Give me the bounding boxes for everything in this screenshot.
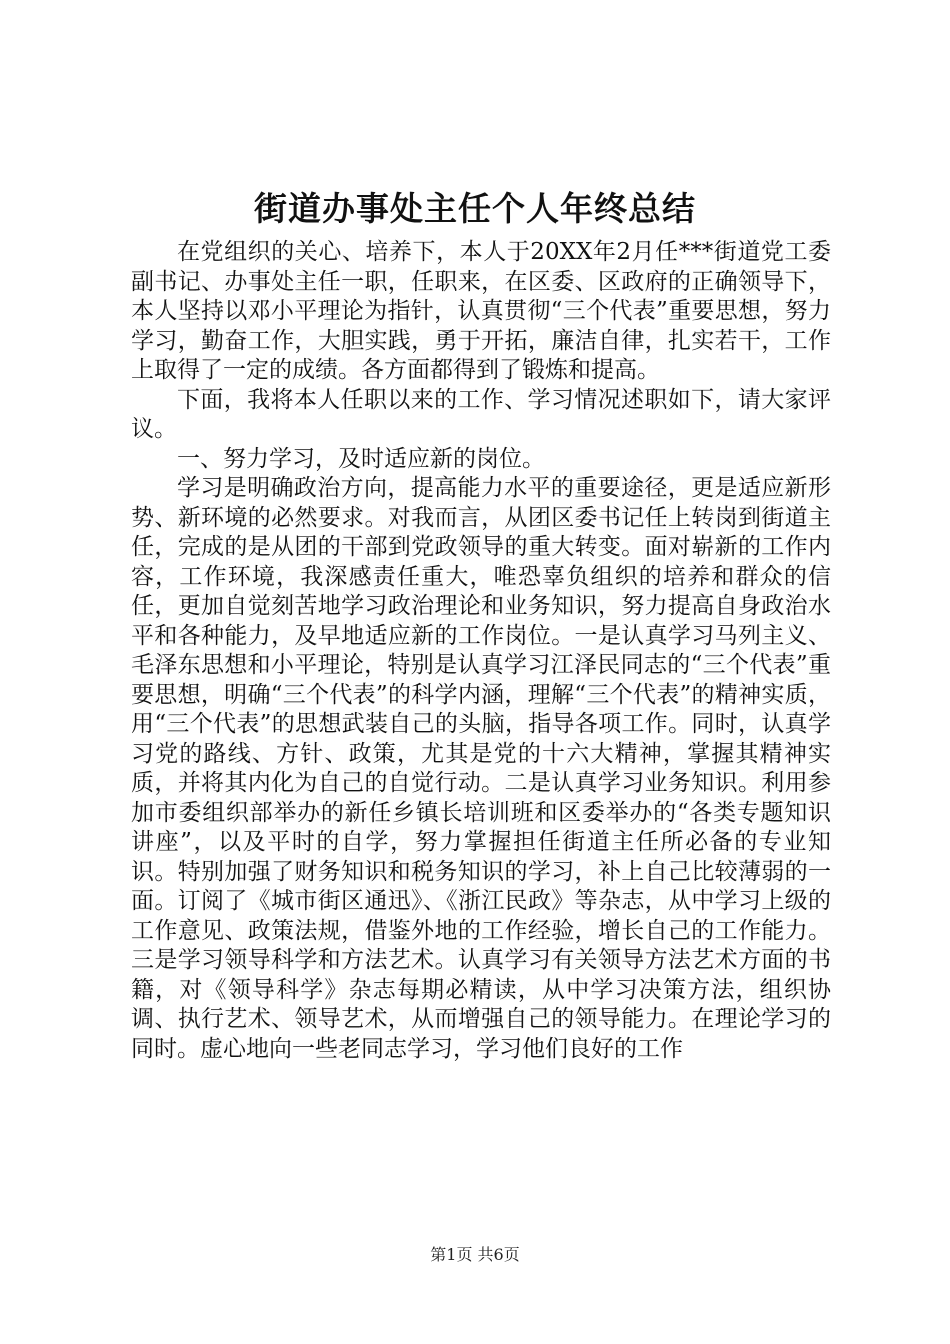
section-heading-1: 一、努力学习，及时适应新的岗位。 — [177, 445, 545, 472]
document-title: 街道办事处主任个人年终总结 — [254, 189, 696, 228]
paragraph-intro: 在党组织的关心、培养下，本人于20XX年2月任***街道党工委副书记、办事处主任一职，任职来，在区委、区政府的正确领导下，本人坚持以邓小平理论为指针，认真贯彻“三个代表”重要思想，努力学习，勤奋工作，大胆实践，勇于开拓，廉洁自律，扎实若干，工作上取得了一定的成绩。各方面都得到了锻炼和提高。 — [131, 239, 831, 383]
paragraph-report-intro: 下面，我将本人任职以来的工作、学习情况述职如下，请大家评议。 — [131, 386, 831, 442]
paragraph-study: 学习是明确政治方向，提高能力水平的重要途径，更是适应新形势、新环境的必然要求。对我而言，从团区委书记任上转岗到街道主任，完成的是从团的干部到党政领导的重大转变。面对崭新的工作内容，工作环境，我深感责任重大，唯恐辜负组织的培养和群众的信任，更加自觉刻苦地学习政治理论和业务知识，努力提高自身政治水平和各种能力，及早地适应新的工作岗位。一是认真学习马列主义、毛泽东思想和小平理论，特别是认真学习江泽民同志的“三个代表”重要思想，明确“三个代表”的科学内涵，理解“三个代表”的精神实质，用“三个代表”的思想武装自己的头脑，指导各项工作。同时，认真学习党的路线、方针、政策，尤其是党的十六大精神，掌握其精神实质，并将其内化为自己的自觉行动。二是认真学习业务知识。利用参加市委组织部举办的新任乡镇长培训班和区委举办的“各类专题知识讲座”，以及平时的自学，努力掌握担任街道主任所必备的专业知识。特别加强了财务知识和税务知识的学习，补上自己比较薄弱的一面。订阅了《城市街区通迅》、《浙江民政》等杂志，从中学习上级的工作意见、政策法规，借鉴外地的工作经验，增长自己的工作能力。三是学习领导科学和方法艺术。认真学习有关领导方法艺术方面的书籍，对《领导科学》杂志每期必精读，从中学习决策方法，组织协调、执行艺术、领导艺术，从而增强自己的领导能力。在理论学习的同时。虚心地向一些老同志学习，学习他们良好的工作 — [131, 475, 831, 1062]
page-number-footer: 第1页 共6页 — [430, 1245, 520, 1264]
document-body — [131, 238, 831, 1064]
